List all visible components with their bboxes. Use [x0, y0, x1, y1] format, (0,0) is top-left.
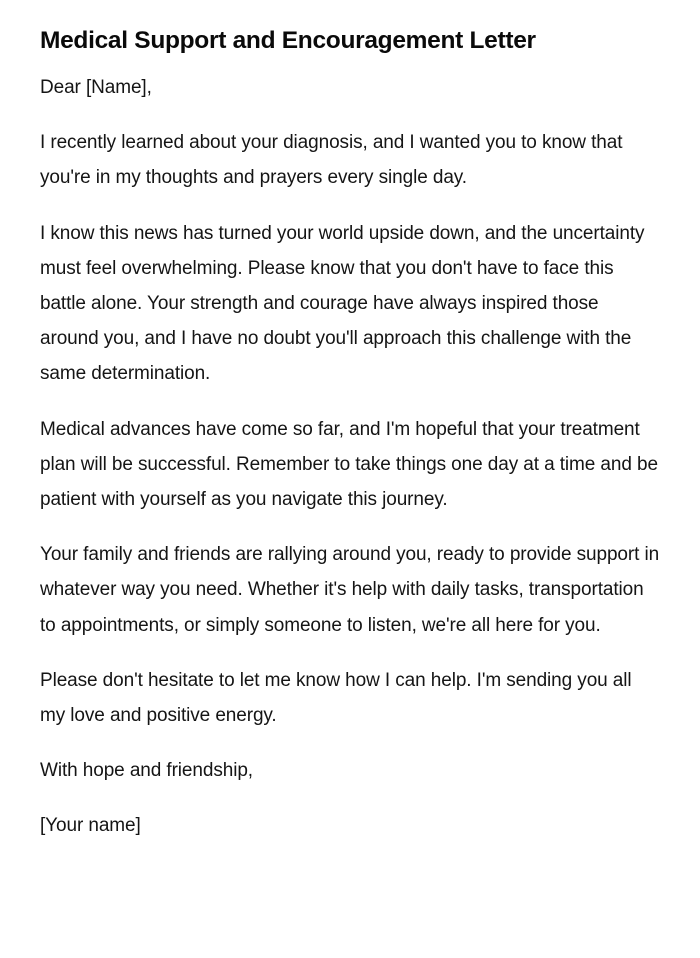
letter-closing: With hope and friendship,: [40, 760, 253, 782]
letter-signature: [Your name]: [40, 815, 141, 837]
letter-paragraph-1: I recently learned about your diagnosis, and I wanted you to know that you're in my thoughts and prayers every single day.: [40, 132, 623, 189]
page-title: Medical Support and Encouragement Letter: [40, 27, 536, 54]
letter-paragraph-3: Medical advances have come so far, and I'm hopeful that your treatment plan will be successful. Remember to take things one day at a time and be patient with yourself as you navigate this journey.: [40, 418, 658, 511]
letter-body: [40, 70, 660, 844]
letter-paragraph-2: I know this news has turned your world upside down, and the uncertainty must feel overwhelming. Please know that you don't have to face this battle alone. Your strength and courage have always inspired those around you, and I have no doubt you'll approach this challenge with the same determination.: [40, 222, 645, 385]
letter-paragraph-4: Your family and friends are rallying around you, ready to provide support in whatever way you need. Whether it's help with daily tasks, transportation to appointments, or simply someone to listen, we're all here for you.: [40, 544, 660, 636]
letter-greeting: Dear [Name],: [40, 77, 152, 98]
letter-paragraph-5: Please don't hesitate to let me know how I can help. I'm sending you all my love and positive energy.: [40, 669, 632, 727]
